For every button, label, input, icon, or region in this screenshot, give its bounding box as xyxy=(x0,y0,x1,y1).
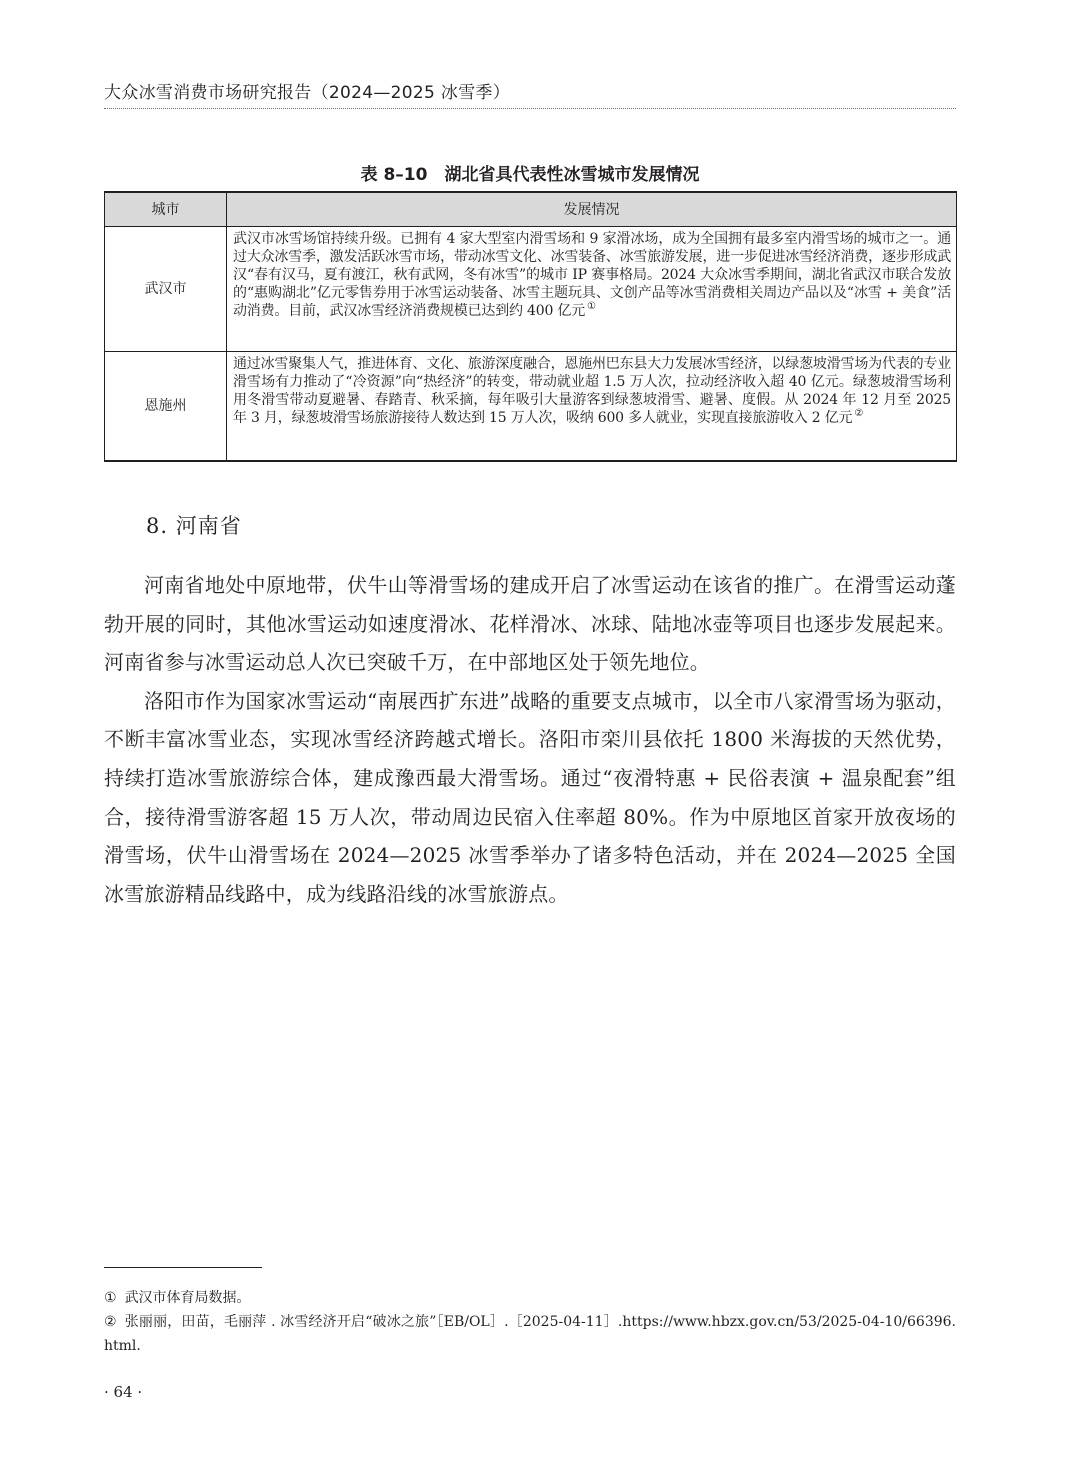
footnote xyxy=(104,1310,956,1358)
footnote xyxy=(104,1286,956,1310)
description-text: 武汉市冰雪场馆持续升级。已拥有 4 家大型室内滑雪场和 9 家滑冰场，成为全国拥有最多室内滑雪场的城市之一。通过大众冰雪季，激发活跃冰雪市场，带动冰雪文化、冰雪装备、冰雪旅游发展，进一步促进冰雪经济消费，逐步形成武汉“春有汉马，夏有渡江，秋有武网，冬有冰雪”的城市 IP 赛事格局。2024 大众冰雪季期间，湖北省武汉市联合发放的“惠购湖北”亿元零售券用于冰雪运动装备、冰雪主题玩具、文创产品等冰雪消费相关周边产品以及“冰雪 + 美食”活动消费。目前，武汉冰雪经济消费规模已达到约 400 亿元 xyxy=(233,231,951,319)
column-header-development: 发展情况 xyxy=(227,192,957,227)
city-development-table xyxy=(104,191,957,462)
section-heading: 8. 河南省 xyxy=(146,514,242,538)
city-cell: 恩施州 xyxy=(105,352,227,462)
description-cell xyxy=(227,227,957,352)
city-cell: 武汉市 xyxy=(105,227,227,352)
paragraph: 河南省地处中原地带，伏牛山等滑雪场的建成开启了冰雪运动在该省的推广。在滑雪运动蓬勃开展的同时，其他冰雪运动如速度滑冰、花样滑冰、冰球、陆地冰壶等项目也逐步发展起来。河南省参与冰雪运动总人次已突破千万，在中部地区处于领先地位。 xyxy=(104,573,956,675)
header-divider xyxy=(104,108,956,109)
footnote-ref: ① xyxy=(587,301,596,313)
table-caption: 表 8–10 湖北省具代表性冰雪城市发展情况 xyxy=(360,165,700,185)
footnote-number: ① xyxy=(104,1290,117,1306)
footnote-text: 张丽丽，田苗，毛丽萍 . 冰雪经济开启“破冰之旅”［EB/OL］.［2025-04-11］.https://www.hbzx.gov.cn/53/2025-04-10/66396.html. xyxy=(104,1314,956,1354)
page-number: · 64 · xyxy=(104,1383,143,1401)
description-text: 通过冰雪聚集人气，推进体育、文化、旅游深度融合，恩施州巴东县大力发展冰雪经济，以绿葱坡滑雪场为代表的专业滑雪场有力推动了“冷资源”向“热经济”的转变，带动就业超 1.5 万人次，拉动经济收入超 40 亿元。绿葱坡滑雪场利用冬滑雪带动夏避暑、春踏青、秋采摘，每年吸引大量游客到绿葱坡滑雪、避暑、度假。从 2024 年 12 月至 2025 年 3 月，绿葱坡滑雪场旅游接待人数达到 15 万人次，吸纳 600 多人就业，实现直接旅游收入 2 亿元 xyxy=(233,356,951,426)
footnote-number: ② xyxy=(104,1314,117,1330)
table-row xyxy=(105,227,957,352)
column-header-city: 城市 xyxy=(105,192,227,227)
table-row xyxy=(105,352,957,462)
running-header: 大众冰雪消费市场研究报告（2024—2025 冰雪季） xyxy=(104,83,511,103)
footnote-text: 武汉市体育局数据。 xyxy=(124,1290,251,1306)
body-text xyxy=(104,566,956,913)
footnote-divider xyxy=(104,1267,262,1268)
footnote-ref: ② xyxy=(854,408,864,420)
footnotes xyxy=(104,1286,956,1358)
table-header-row xyxy=(105,192,957,227)
paragraph: 洛阳市作为国家冰雪运动“南展西扩东进”战略的重要支点城市，以全市八家滑雪场为驱动，不断丰富冰雪业态，实现冰雪经济跨越式增长。洛阳市栾川县依托 1800 米海拔的天然优势，持续打造冰雪旅游综合体，建成豫西最大滑雪场。通过“夜滑特惠 + 民俗表演 + 温泉配套”组合，接待滑雪游客超 15 万人次，带动周边民宿入住率超 80%。作为中原地区首家开放夜场的滑雪场，伏牛山滑雪场在 2024—2025 冰雪季举办了诸多特色活动，并在 2024—2025 全国冰雪旅游精品线路中，成为线路沿线的冰雪旅游点。 xyxy=(104,688,956,906)
description-cell xyxy=(227,352,957,462)
